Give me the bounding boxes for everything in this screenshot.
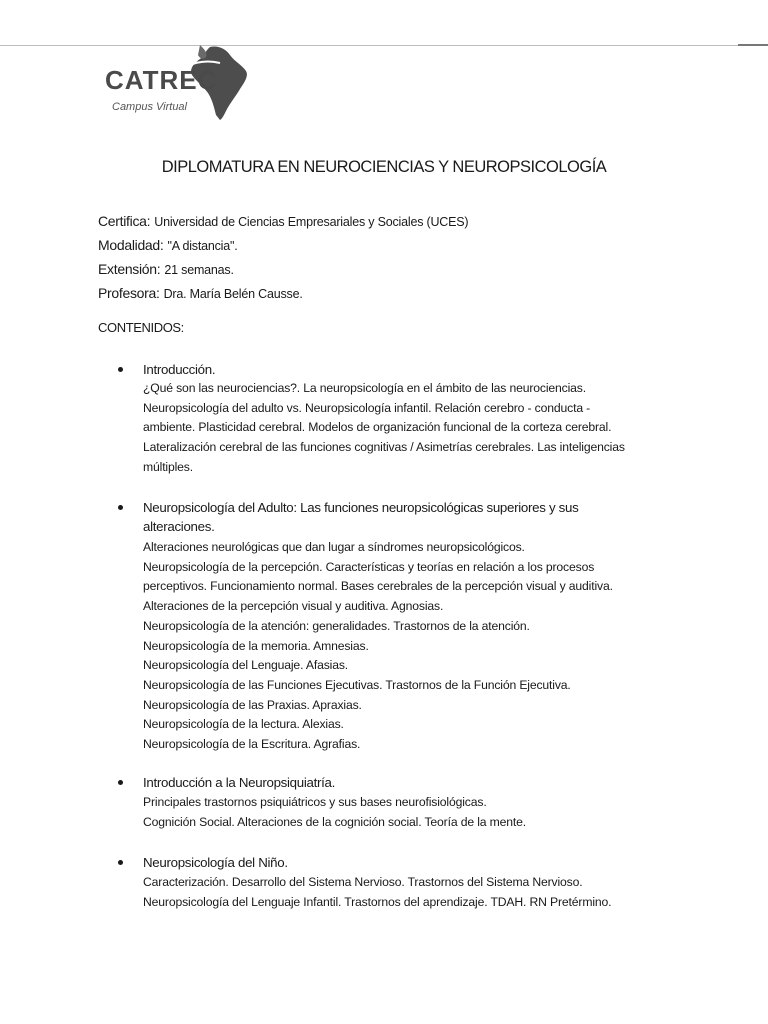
section-title: Neuropsicología del Niño. [143,855,288,870]
section-line: Neuropsicología del adulto vs. Neuropsicología infantil. Relación cerebro - conducta - [143,400,591,415]
meta-row-certifica [98,210,468,234]
section-body [143,793,703,832]
section-line: Neuropsicología de la Escritura. Agrafias. [143,737,361,752]
section-line: múltiples. [143,459,193,474]
section-title: Introducción a la Neuropsiquiatría. [143,775,336,790]
bullet-icon [118,780,123,785]
meta-label: Extensión: [98,261,161,277]
course-meta [98,210,468,306]
meta-label: Modalidad: [98,237,164,253]
section-line: Principales trastornos psiquiátricos y sus bases neurofisiológicas. [143,795,487,809]
section-line: Neuropsicología del Lenguaje. Afasias. [143,658,349,673]
section-line: Neuropsicología de la percepción. Características y teorías en relación a los procesos [143,559,595,574]
meta-value: 21 semanas. [164,263,234,277]
section-line: ambiente. Plasticidad cerebral. Modelos de organización funcional de la corteza cerebral. [143,420,612,435]
section-line: Neuropsicología del Lenguaje Infantil. Trastornos del aprendizaje. TDAH. RN Pretérmino. [143,894,612,909]
meta-value: Universidad de Ciencias Empresariales y Sociales (UCES) [154,215,469,229]
section-title: Introducción. [143,362,216,377]
meta-value: "A distancia". [167,239,238,253]
section-line: Neuropsicología de la atención: generalidades. Trastornos de la atención. [143,618,530,633]
section-line: perceptivos. Funcionamiento normal. Bases cerebrales de la percepción visual y auditiva. [143,579,613,594]
section-line: Alteraciones neurológicas que dan lugar a síndromes neuropsicológicos. [143,540,525,554]
section-line: Neuropsicología de la memoria. Amnesias. [143,638,369,653]
section-body [143,873,703,912]
section-line: ¿Qué son las neurociencias?. La neuropsicología en el ámbito de las neurociencias. [143,381,586,395]
contents-heading: CONTENIDOS: [98,320,184,335]
section-line: Neuropsicología de las Praxias. Apraxias. [143,697,362,712]
section-body [143,379,703,478]
header-divider-accent [738,44,768,46]
section-line: Cognición Social. Alteraciones de la cognición social. Teoría de la mente. [143,814,526,829]
section-body [143,538,703,755]
section-line: Neuropsicología de la lectura. Alexias. [143,717,344,732]
bullet-icon [118,860,123,865]
meta-label: Profesora: [98,285,160,301]
bullet-icon [118,367,123,372]
meta-label: Certifica: [98,213,151,229]
meta-row-modalidad [98,234,468,258]
section-line: Lateralización cerebral de las funciones cognitivas / Asimetrías cerebrales. Las inteligencias [143,440,625,455]
logo-subtitle: Campus Virtual [112,101,187,113]
page-title: DIPLOMATURA EN NEUROCIENCIAS Y NEUROPSICOLOGÍA [161,158,607,176]
section-title: Neuropsicología del Adulto: Las funciones neuropsicológicas superiores y sus alteraciones. [143,500,579,534]
section-line: Caracterización. Desarrollo del Sistema Nervioso. Trastornos del Sistema Nervioso. [143,875,583,889]
logo-name: CATREC [105,65,218,95]
meta-row-profesora [98,282,468,306]
catrec-logo [100,45,250,120]
meta-value: Dra. María Belén Causse. [163,287,303,301]
meta-row-extension [98,258,468,282]
section-line: Neuropsicología de las Funciones Ejecutivas. Trastornos de la Función Ejecutiva. [143,677,571,692]
section-line: Alteraciones de la percepción visual y auditiva. Agnosias. [143,599,444,614]
bullet-icon [118,505,123,510]
